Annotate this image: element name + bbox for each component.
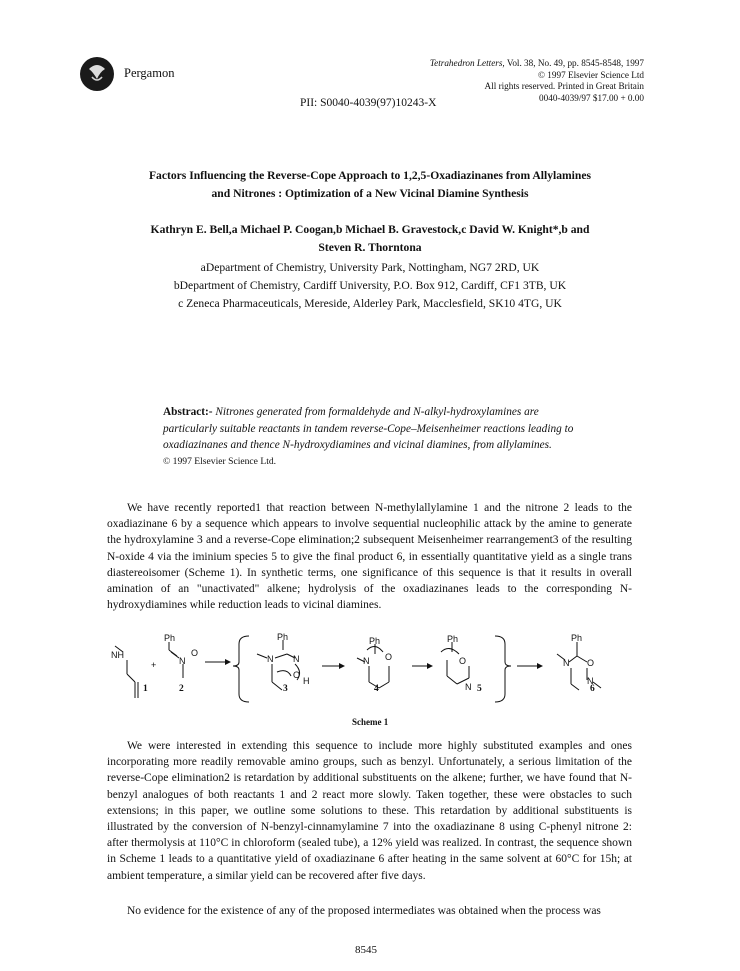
page-number: 8545: [355, 944, 377, 956]
scheme-atom-ph-2: Ph: [164, 633, 176, 643]
article-title: [90, 167, 650, 203]
scheme-atom-h-3: H: [303, 676, 310, 686]
affiliation-a: aDepartment of Chemistry, University Park, Nottingham, NG7 2RD, UK: [200, 261, 540, 274]
author-list: [90, 221, 650, 257]
affiliation-b: bDepartment of Chemistry, Cardiff University, P.O. Box 912, Cardiff, CF1 3TB, UK: [173, 279, 567, 292]
abstract: [163, 404, 593, 470]
body-paragraph-2: We were interested in extending this sequence to include more highly substituted examples and ones incorporating more readily removable amino groups, such as benzyl. Unfortunately, a serious limitation of the reverse-Cope elimination2 is retardation by additional substituents on the alkene; further, we have found that N-benzyl analogues of both reactants 1 and 2 react more slowly. Taken together, these were obstacles to such extensions; in this paper, we outline some solutions to these. This retardation by additional substituents is illustrated by the conversion of N-benzyl-cinnamylamine 7 into the oxadiazinane 8 using C-phenyl nitrone 2: after thermolysis at 110°C in chloroform (sealed tube), a 12% yield was realized. In contrast, the sequence shown in Scheme 1 leads to a quantitative yield of oxadiazinane 6 after heating in the same solvent at 60°C for 15h; at ambient temperature, a similar yield can be recovered after five days.: [107, 740, 632, 882]
scheme-atom-n-4: N: [363, 656, 370, 666]
affiliation-c: c Zeneca Pharmaceuticals, Mereside, Alderley Park, Macclesfield, SK10 4TG, UK: [178, 297, 562, 310]
scheme-atom-ph-6: Ph: [571, 633, 583, 643]
scheme-atom-ph-5: Ph: [447, 634, 459, 644]
reaction-scheme: [107, 632, 632, 712]
scheme-atom-o-2: O: [191, 648, 199, 658]
issn-line: 0040-4039/97 $17.00 + 0.00: [539, 92, 644, 103]
authors-line-2: Steven R. Thorntona: [318, 241, 422, 254]
compound-label-4: 4: [374, 684, 379, 694]
scheme-atom-n-2: N: [179, 656, 186, 666]
abstract-heading: Abstract:-: [163, 406, 213, 418]
publisher-logo-icon: [80, 57, 114, 91]
copyright-line: © 1997 Elsevier Science Ltd: [538, 69, 644, 80]
scheme-atom-n-6a: N: [563, 658, 570, 668]
body-paragraph-1: We have recently reported1 that reaction between N-methylallylamine 1 and the nitrone 2 leads to the oxadiazinane 6 by a sequence which appears to involve sequential nucleophilic attack by the amine to generate the hydroxylamine 3 and a reverse-Cope elimination;2 subsequent Meisenheimer rearrangement3 of the resulting N-oxide 4 via the iminium species 5 to give the final product 6, in essentially quantitative yield as a single trans diastereoisomer (Scheme 1). In synthetic terms, one significance of this sequence is that it results in overall amination of an "unactivated" alkene; hydrolysis of the oxadiazinanes leads to the corresponding N-hydroxydiamines while reduction leads to vicinal diamines.: [107, 502, 632, 612]
affiliations: [90, 259, 650, 313]
pii-identifier: PII: S0040-4039(97)10243-X: [300, 97, 437, 109]
compound-label-5: 5: [477, 684, 482, 694]
scheme-atom-nh: NH: [111, 650, 124, 660]
scheme-plus: +: [151, 660, 157, 670]
scheme-caption: Scheme 1: [352, 717, 389, 727]
scheme-atom-n-3b: N: [293, 654, 300, 664]
scheme-atom-ph-4: Ph: [369, 636, 381, 646]
journal-name: Tetrahedron Letters,: [429, 58, 505, 68]
scheme-atom-o-6: O: [587, 658, 595, 668]
scheme-atom-n-5: N: [465, 682, 472, 692]
compound-label-6: 6: [590, 684, 595, 694]
body-paragraph-3: No evidence for the existence of any of the proposed intermediates was obtained when the process was: [127, 905, 601, 917]
compound-label-3: 3: [283, 684, 288, 694]
scheme-atom-o-3: O: [293, 670, 301, 680]
scheme-atom-ph-3: Ph: [277, 632, 289, 642]
rights-line: All rights reserved. Printed in Great Britain: [484, 81, 644, 91]
title-line-1: Factors Influencing the Reverse-Cope Approach to 1,2,5-Oxadiazinanes from Allylamines: [148, 169, 592, 182]
compound-label-1: 1: [143, 684, 148, 694]
scheme-atom-o-4: O: [385, 652, 393, 662]
authors-line-1: Kathryn E. Bell,a Michael P. Coogan,b Michael B. Gravestock,c David W. Knight*,b and: [150, 223, 590, 236]
scheme-atom-n-3a: N: [267, 654, 274, 664]
scheme-atom-n-6b: N: [587, 676, 594, 686]
compound-label-2: 2: [179, 684, 184, 694]
abstract-copyright: © 1997 Elsevier Science Ltd.: [163, 455, 277, 467]
publisher-name: Pergamon: [124, 66, 175, 80]
abstract-body: Nitrones generated from formaldehyde and N-alkyl-hydroxylamines are particularly suitable reactants in tandem reverse-Cope–Meisenheimer reactions leading to oxadiazinanes and thence N-hydroxydiamines and vicinal diamines, from allylamines.: [163, 406, 574, 452]
title-line-2: and Nitrones : Optimization of a New Vicinal Diamine Synthesis: [211, 187, 529, 200]
scheme-atom-o-5: O: [459, 656, 467, 666]
journal-volume: Vol. 38, No. 49, pp. 8545-8548, 1997: [504, 58, 644, 68]
journal-citation: [430, 58, 644, 104]
